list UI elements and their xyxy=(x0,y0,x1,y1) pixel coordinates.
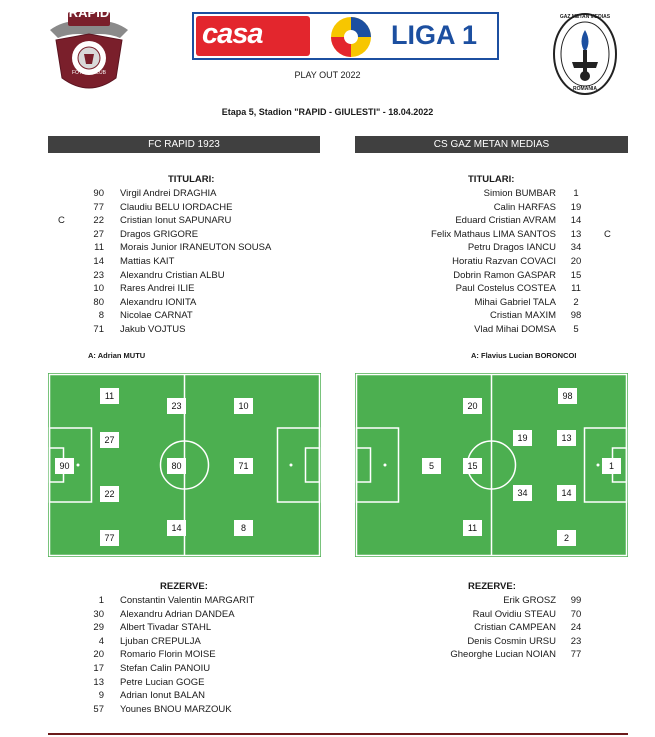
captain-mark xyxy=(58,323,68,336)
pitch-player-number: 11 xyxy=(100,388,119,404)
player-number: 11 xyxy=(94,242,104,254)
pitch-player-number: 22 xyxy=(100,486,119,502)
player-number: 8 xyxy=(98,310,104,322)
player-name: Dragos GRIGORE xyxy=(120,228,199,240)
home-subs-title: REZERVE: xyxy=(160,581,208,592)
captain-mark xyxy=(58,296,68,309)
sub-name: Erik GROSZ xyxy=(503,595,556,606)
player-name: Alexandru Cristian ALBU xyxy=(120,269,225,281)
captain-mark xyxy=(604,255,614,268)
pitch-player-number: 11 xyxy=(463,520,482,536)
sub-number: 9 xyxy=(98,690,104,702)
player-name: Mattias KAIT xyxy=(120,256,175,267)
rapid-logo-sub: FOTBAL CLUB xyxy=(72,70,106,76)
sub-number: 24 xyxy=(570,622,582,634)
captain-mark: C xyxy=(58,215,65,227)
captain-mark xyxy=(58,255,68,268)
player-name: Claudiu BELU IORDACHE xyxy=(120,201,233,213)
captain-mark xyxy=(604,214,614,227)
player-number: 22 xyxy=(93,215,104,227)
sub-name: Cristian CAMPEAN xyxy=(474,622,556,634)
away-coach: A: Flavius Lucian BORONCOI xyxy=(471,351,577,360)
player-name: Petru Dragos IANCU xyxy=(467,242,556,254)
player-number: 71 xyxy=(93,324,104,335)
match-info: Etapa 5, Stadion "RAPID - GIULESTI" - 18.04.2022 xyxy=(221,107,434,117)
home-team-bar: FC RAPID 1923 xyxy=(48,136,320,153)
away-subs-title: REZERVE: xyxy=(468,581,516,592)
sub-number: 1 xyxy=(98,595,104,606)
rapid-logo xyxy=(46,8,132,98)
player-number: 23 xyxy=(93,269,104,281)
player-name: Morais Junior IRANEUTON SOUSA xyxy=(120,242,272,254)
captain-mark xyxy=(58,309,68,322)
pitch-player-number: 8 xyxy=(234,520,253,536)
captain-mark xyxy=(604,296,614,309)
player-number: 90 xyxy=(93,188,104,199)
captain-mark xyxy=(58,241,68,254)
pitch-player-number: 71 xyxy=(234,458,253,474)
player-number: 11 xyxy=(571,283,581,295)
pitch-player-number: 34 xyxy=(513,485,532,501)
player-number: 15 xyxy=(570,269,582,281)
sub-name: Denis Cosmin URSU xyxy=(467,635,556,647)
captain-mark xyxy=(604,309,614,322)
sub-name: Constantin Valentin MARGARIT xyxy=(120,595,255,606)
sub-number: 77 xyxy=(570,649,582,661)
sub-number: 13 xyxy=(93,676,104,688)
footer-divider xyxy=(48,733,628,735)
sub-name: Gheorghe Lucian NOIAN xyxy=(450,649,556,661)
captain-mark xyxy=(58,201,68,214)
player-name: Nicolae CARNAT xyxy=(120,310,193,322)
player-number: 27 xyxy=(93,228,104,240)
pitch-player-number: 15 xyxy=(463,458,482,474)
player-name: Cristian MAXIM xyxy=(490,310,556,322)
pitch-player-number: 2 xyxy=(557,530,576,546)
sub-name: Petre Lucian GOGE xyxy=(120,676,205,688)
captain-mark xyxy=(604,201,614,214)
sub-number: 29 xyxy=(93,622,104,634)
pitch-player-number: 19 xyxy=(513,430,532,446)
player-name: Virgil Andrei DRAGHIA xyxy=(120,188,217,199)
pitch-player-number: 90 xyxy=(55,458,74,474)
captain-mark xyxy=(58,187,68,200)
player-name: Jakub VOJTUS xyxy=(120,324,186,335)
pitch-player-number: 14 xyxy=(167,520,186,536)
pitch-player-number: 27 xyxy=(100,432,119,448)
player-number: 80 xyxy=(93,296,104,308)
home-starters-title: TITULARI: xyxy=(168,174,215,185)
liga-text: LIGA 1 xyxy=(391,20,478,50)
sub-number: 30 xyxy=(93,608,104,620)
player-number: 10 xyxy=(93,283,104,295)
captain-mark xyxy=(604,282,614,295)
captain-mark xyxy=(58,228,68,241)
pitch-player-number: 80 xyxy=(167,458,186,474)
sub-number: 4 xyxy=(98,635,104,647)
player-name: Vlad Mihai DOMSA xyxy=(474,324,556,335)
sub-name: Raul Ovidiu STEAU xyxy=(472,608,556,620)
sub-name: Romario Florin MOISE xyxy=(120,649,216,661)
home-pitch xyxy=(48,373,321,557)
captain-mark: C xyxy=(604,228,611,240)
home-coach: A: Adrian MUTU xyxy=(88,351,146,360)
player-name: Simion BUMBAR xyxy=(483,188,556,199)
casa-text: casa xyxy=(202,18,263,50)
sub-number: 70 xyxy=(570,608,582,620)
pitch-player-number: 77 xyxy=(100,530,119,546)
away-team-bar: CS GAZ METAN MEDIAS xyxy=(355,136,628,153)
sub-name: Albert Tivadar STAHL xyxy=(120,622,212,634)
pitch-player-number: 1 xyxy=(602,458,621,474)
player-name: Cristian Ionut SAPUNARU xyxy=(120,215,232,227)
pitch-player-number: 5 xyxy=(422,458,441,474)
player-name: Felix Mathaus LIMA SANTOS xyxy=(431,228,556,240)
player-number: 34 xyxy=(570,242,582,254)
away-pitch xyxy=(355,373,628,557)
captain-mark xyxy=(604,323,614,336)
player-name: Alexandru IONITA xyxy=(120,296,197,308)
sub-number: 17 xyxy=(93,663,104,674)
gaz-metan-logo xyxy=(552,12,618,96)
sub-number: 23 xyxy=(570,635,582,647)
player-name: Mihai Gabriel TALA xyxy=(474,296,556,308)
pitch-player-number: 13 xyxy=(557,430,576,446)
sub-name: Younes BNOU MARZOUK xyxy=(120,703,232,715)
captain-mark xyxy=(604,269,614,282)
gaz-logo-sub: ROMANIA xyxy=(573,86,597,92)
player-number: 2 xyxy=(573,296,579,308)
pitch-player-number: 20 xyxy=(463,398,482,414)
player-number: 5 xyxy=(573,324,579,335)
sub-name: Ljuban CREPULJA xyxy=(120,635,201,647)
competition-subtitle: PLAY OUT 2022 xyxy=(294,70,361,80)
player-name: Dobrin Ramon GASPAR xyxy=(453,269,556,281)
rapid-logo-text: RAPID xyxy=(68,5,110,20)
sub-number: 20 xyxy=(93,649,104,661)
sub-name: Alexandru Adrian DANDEA xyxy=(120,608,235,620)
player-number: 19 xyxy=(570,201,582,213)
gaz-logo-text: GAZ METAN MEDIAS xyxy=(559,14,611,20)
sub-name: Stefan Calin PANOIU xyxy=(120,663,211,674)
ball-icon xyxy=(320,16,382,63)
player-name: Horatiu Razvan COVACI xyxy=(452,256,556,267)
captain-mark xyxy=(604,187,614,200)
player-number: 20 xyxy=(570,256,582,267)
player-name: Rares Andrei ILIE xyxy=(120,283,195,295)
pitch-player-number: 98 xyxy=(558,388,577,404)
captain-mark xyxy=(58,282,68,295)
player-number: 13 xyxy=(570,228,582,240)
away-starters-title: TITULARI: xyxy=(468,174,515,185)
player-number: 1 xyxy=(573,188,579,199)
captain-mark xyxy=(604,241,614,254)
pitch-player-number: 14 xyxy=(557,485,576,501)
pitch-player-number: 10 xyxy=(234,398,253,414)
player-name: Eduard Cristian AVRAM xyxy=(455,215,556,227)
sub-name: Adrian Ionut BALAN xyxy=(120,690,206,702)
player-name: Paul Costelus COSTEA xyxy=(455,283,556,295)
player-name: Calin HARFAS xyxy=(493,201,556,213)
player-number: 14 xyxy=(93,256,104,267)
player-number: 77 xyxy=(93,201,104,213)
captain-mark xyxy=(58,269,68,282)
sub-number: 99 xyxy=(570,595,582,606)
player-number: 14 xyxy=(570,215,582,227)
player-number: 98 xyxy=(570,310,582,322)
pitch-player-number: 23 xyxy=(167,398,186,414)
sub-number: 57 xyxy=(93,703,104,715)
